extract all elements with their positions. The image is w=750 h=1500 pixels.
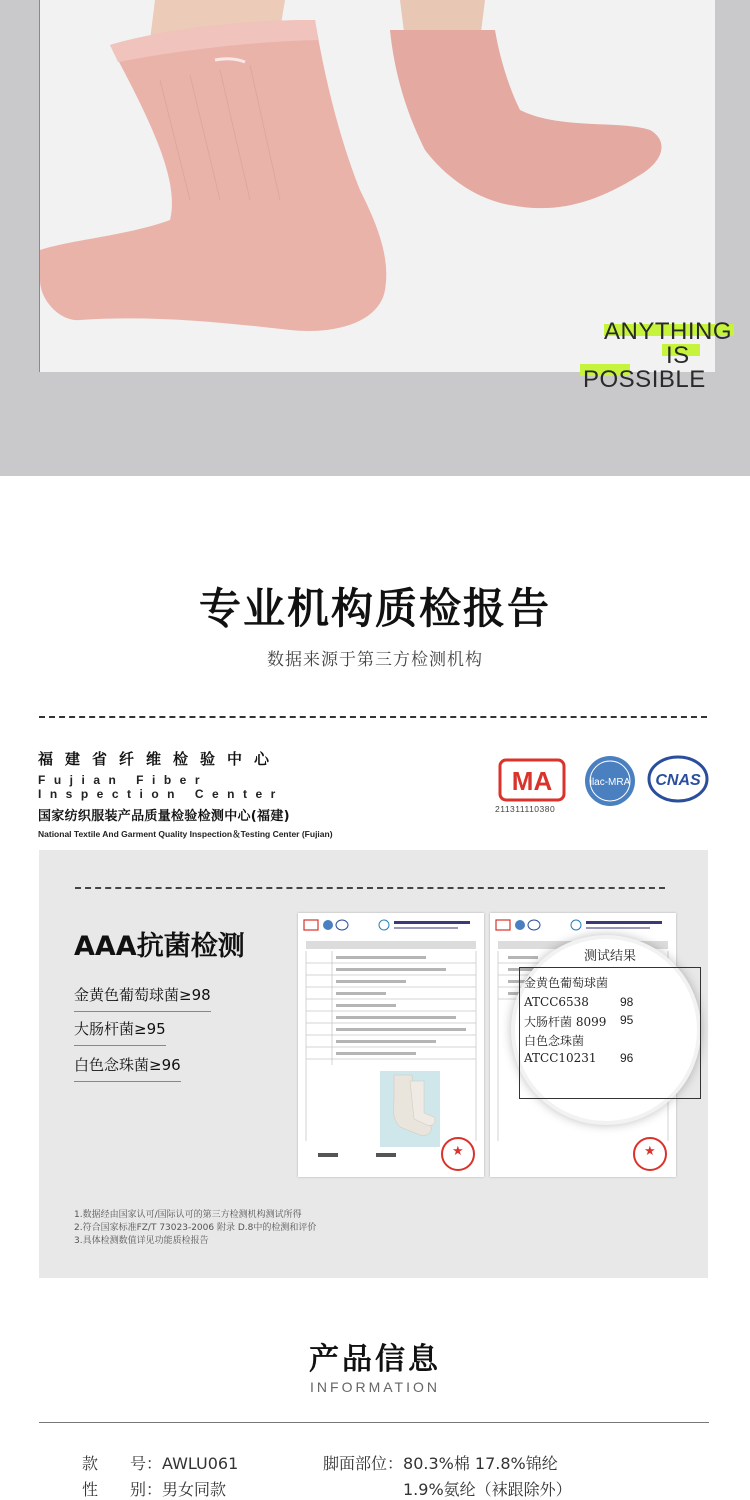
stat-candida: 白色念珠菌≥96 xyxy=(74,1054,181,1082)
dashed-divider xyxy=(39,716,707,718)
result-label: 金黄色葡萄球菌 xyxy=(524,976,609,990)
result-label: 白色念珠菌 xyxy=(524,1034,585,1048)
ilac-logo-text: ilac-MRA xyxy=(589,777,631,788)
product-info-subtitle: INFORMATION xyxy=(310,1379,440,1395)
test-report-page-1 xyxy=(298,913,484,1177)
cnas-logo-icon xyxy=(647,754,709,804)
slogan-anything-is-possible xyxy=(580,318,750,398)
red-seal-icon xyxy=(633,1137,667,1171)
note-line: 3.具体检测数值详见功能质检报告 xyxy=(74,1236,209,1246)
info-divider xyxy=(39,1422,709,1423)
magnified-test-results xyxy=(511,935,701,1125)
info-label: 性 别： xyxy=(82,1480,163,1499)
slogan-line: IS xyxy=(666,342,690,369)
hero-banner xyxy=(0,0,750,476)
cnas-logo-text: CNAS xyxy=(655,772,701,789)
result-value: 96 xyxy=(620,1051,634,1065)
section-title: 专业机构质检报告 xyxy=(198,584,551,633)
cma-logo-icon xyxy=(498,758,566,802)
institution-full-name-cn: 国家纺织服装产品质量检验检测中心(福建) xyxy=(38,809,290,824)
info-upper-material xyxy=(323,1451,558,1474)
report-header xyxy=(496,918,666,932)
info-value: 男女同款 xyxy=(162,1480,227,1499)
cma-number: 211311110380 xyxy=(495,804,556,814)
hero-photo-frame xyxy=(39,0,714,372)
info-label: 脚面部位： xyxy=(323,1454,404,1473)
institution-name-cn: 福建省纤维检验中心 xyxy=(38,750,282,768)
magnifier-title: 测试结果 xyxy=(583,949,636,964)
red-seal-icon xyxy=(441,1137,475,1171)
result-label: ATCC6538 xyxy=(524,995,589,1009)
antibacterial-title: AAA抗菌检测 xyxy=(74,931,245,962)
cma-logo-text: MA xyxy=(511,766,553,796)
institution-full-name-en: National Textile And Garment Quality Inspection＆Testing Center (Fujian) xyxy=(38,829,333,839)
report-header xyxy=(304,918,474,932)
info-value: 1.9%氨纶（袜跟除外） xyxy=(403,1480,572,1499)
institution-name-en: Fujian Fiber Inspection Center xyxy=(38,773,284,801)
result-label: 大肠杆菌 8099 xyxy=(524,1015,607,1029)
info-material-continued xyxy=(323,1477,572,1500)
slogan-line: POSSIBLE xyxy=(583,366,706,393)
result-value: 98 xyxy=(620,995,634,1009)
stat-e-coli: 大肠杆菌≥95 xyxy=(74,1018,166,1046)
test-notes xyxy=(74,1209,316,1248)
info-style-number xyxy=(82,1451,238,1474)
results-table xyxy=(519,967,701,1099)
report-body xyxy=(306,941,476,1171)
section-subtitle: 数据来源于第三方检测机构 xyxy=(267,650,483,670)
ilac-mra-logo-icon xyxy=(583,754,637,808)
product-info-title: 产品信息 xyxy=(309,1342,441,1377)
note-line: 1.数据经由国家认可/国际认可的第三方检测机构测试所得 xyxy=(74,1210,302,1220)
institution-block xyxy=(38,748,338,840)
certification-logos xyxy=(495,752,715,822)
note-line: 2.符合国家标准FZ/T 73023-2006 附录 D.8中的检测和评价 xyxy=(74,1223,317,1233)
info-value: 80.3%棉 17.8%锦纶 xyxy=(403,1454,558,1473)
info-label: 款 号： xyxy=(82,1454,163,1473)
stat-staphylococcus: 金黄色葡萄球菌≥98 xyxy=(74,984,211,1012)
info-gender xyxy=(82,1477,226,1500)
dashed-divider xyxy=(75,887,665,889)
slogan-line: ANYTHING xyxy=(604,318,733,345)
result-label: ATCC10231 xyxy=(524,1051,597,1065)
info-value: AWLU061 xyxy=(162,1454,239,1473)
antibacterial-card xyxy=(39,850,708,1278)
pink-socks-photo xyxy=(40,0,715,372)
result-value: 95 xyxy=(620,1013,634,1027)
